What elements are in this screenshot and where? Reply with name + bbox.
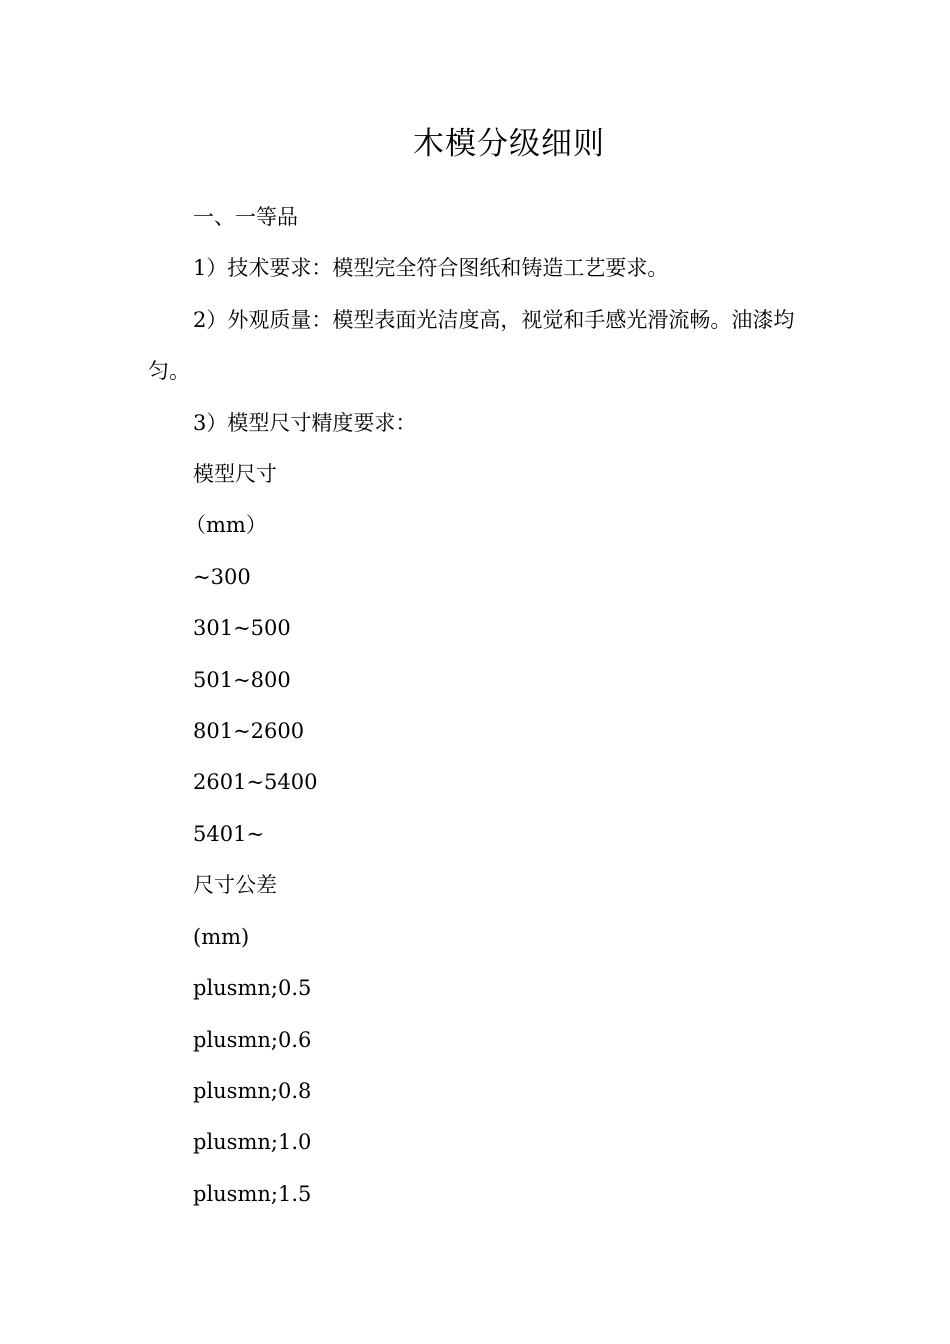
item-dimension-accuracy: 3）模型尺寸精度要求： [193, 410, 417, 435]
size-value: 301~500 [193, 616, 291, 641]
size-value: 5401~ [193, 821, 265, 846]
section-heading: 一、一等品 [193, 205, 298, 229]
size-header-line2: （mm） [185, 513, 267, 538]
document-body [148, 192, 808, 1220]
size-value: ~300 [193, 564, 251, 589]
tolerance-value: plusmn;1.5 [193, 1181, 312, 1206]
tolerance-value: plusmn;1.0 [193, 1130, 312, 1155]
document-title: 木模分级细则 [413, 126, 605, 162]
tolerance-value: plusmn;0.5 [193, 976, 312, 1001]
item-appearance-quality: 2）外观质量：模型表面光洁度高，视觉和手感光滑流畅。油漆均匀。 [148, 307, 795, 384]
tolerance-header-line1: 尺寸公差 [193, 873, 277, 898]
size-value: 2601~5400 [193, 770, 318, 795]
item-technical-requirements: 1）技术要求：模型完全符合图纸和铸造工艺要求。 [193, 256, 669, 281]
tolerance-value: plusmn;0.8 [193, 1078, 312, 1103]
tolerance-value: plusmn;0.6 [193, 1027, 312, 1052]
size-value: 501~800 [193, 667, 291, 692]
size-value: 801~2600 [193, 719, 305, 744]
tolerance-header-line2: (mm) [193, 924, 250, 949]
size-header-line1: 模型尺寸 [193, 462, 277, 487]
